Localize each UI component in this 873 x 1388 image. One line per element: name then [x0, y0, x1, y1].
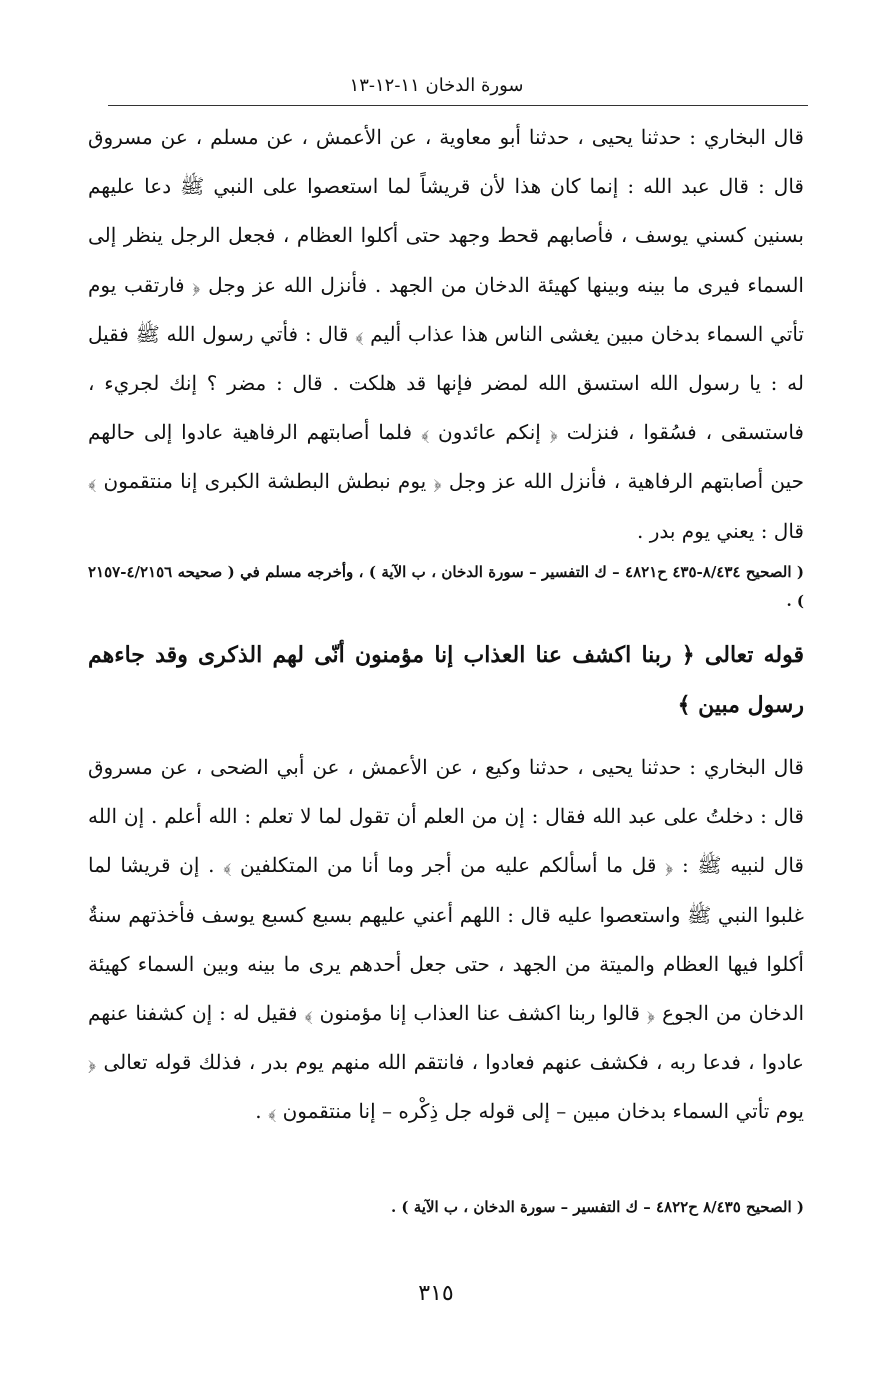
hadith-1-reference: ( الصحيح ٨/٤٣٤-٤٣٥ ح٤٨٢١ – ك التفسير – سورة الدخان ، ب الآية ) ، وأخرجه مسلم في ( صحيحه ٤/٢١٥٦-٢١٥٧ ) .: [88, 563, 804, 610]
hadith-1-text: قال البخاري : حدثنا يحيى ، حدثنا أبو معاوية ، عن الأعمش ، عن مسلم ، عن مسروق قال : قال عبد الله : إنما كان هذا لأن قريشاً لما استعصوا على النبي ﷺ دعا عليهم بسنين كسني يوسف ، فأصابهم قحط وجهد حتى أكلوا العظام ، فجعل الرجل ينظر إلى السماء فيرى ما بينه وبينها كهيئة الدخان من الجهد . فأنزل الله عز وجل ﴿ فارتقب يوم تأتي السماء بدخان مبين يغشى الناس هذا عذاب أليم ﴾ قال : فأتي رسول الله ﷺ فقيل له : يا رسول الله استسق الله لمضر فإنها قد هلكت . قال : مضر ؟ إنك لجريء ، فاستسقى ، فسُقوا ، فنزلت ﴿ إنكم عائدون ﴾ فلما أصابتهم الرفاهية عادوا إلى حالهم حين أصابتهم الرفاهية ، فأنزل الله عز وجل ﴿ يوم نبطش البطشة الكبرى إنا منتقمون ﴾ قال : يعني يوم بدر .: [88, 125, 804, 543]
hadith-2-text: قال البخاري : حدثنا يحيى ، حدثنا وكيع ، عن الأعمش ، عن أبي الضحى ، عن مسروق قال : دخلتُ على عبد الله فقال : إن من العلم أن تقول لما لا تعلم : الله أعلم . إن الله قال لنبيه ﷺ : ﴿ قل ما أسألكم عليه من أجر وما أنا من المتكلفين ﴾ . إن قريشا لما غلبوا النبي ﷺ واستعصوا عليه قال : اللهم أعني عليهم بسبع كسبع يوسف فأخذتهم سنةٌ أكلوا فيها العظام والميتة من الجهد ، حتى جعل أحدهم يرى ما بينه وبين السماء كهيئة الدخان من الجوع ﴿ قالوا ربنا اكشف عنا العذاب إنا مؤمنون ﴾ فقيل له : إن كشفنا عنهم عادوا ، فدعا ربه ، فكشف عنهم فعادوا ، فانتقم الله منهم يوم بدر ، فذلك قوله تعالى ﴿ يوم تأتي السماء بدخان مبين – إلى قوله جل ذِكْره – إنا منتقمون ﴾ .: [88, 755, 804, 1124]
section-heading: قوله تعالى ﴿ ربنا اكشف عنا العذاب إنا مؤمنون أنّى لهم الذكرى وقد جاءهم رسول مبين ﴾: [88, 642, 804, 718]
header-rule: [108, 105, 808, 106]
page-number: ٣١٥: [418, 1281, 454, 1306]
hadith-2-reference: ( الصحيح ٨/٤٣٥ ح٤٨٢٢ – ك التفسير – سورة الدخان ، ب الآية ) .: [390, 1198, 804, 1216]
running-header: سورة الدخان ١١-١٢-١٣: [349, 75, 524, 96]
